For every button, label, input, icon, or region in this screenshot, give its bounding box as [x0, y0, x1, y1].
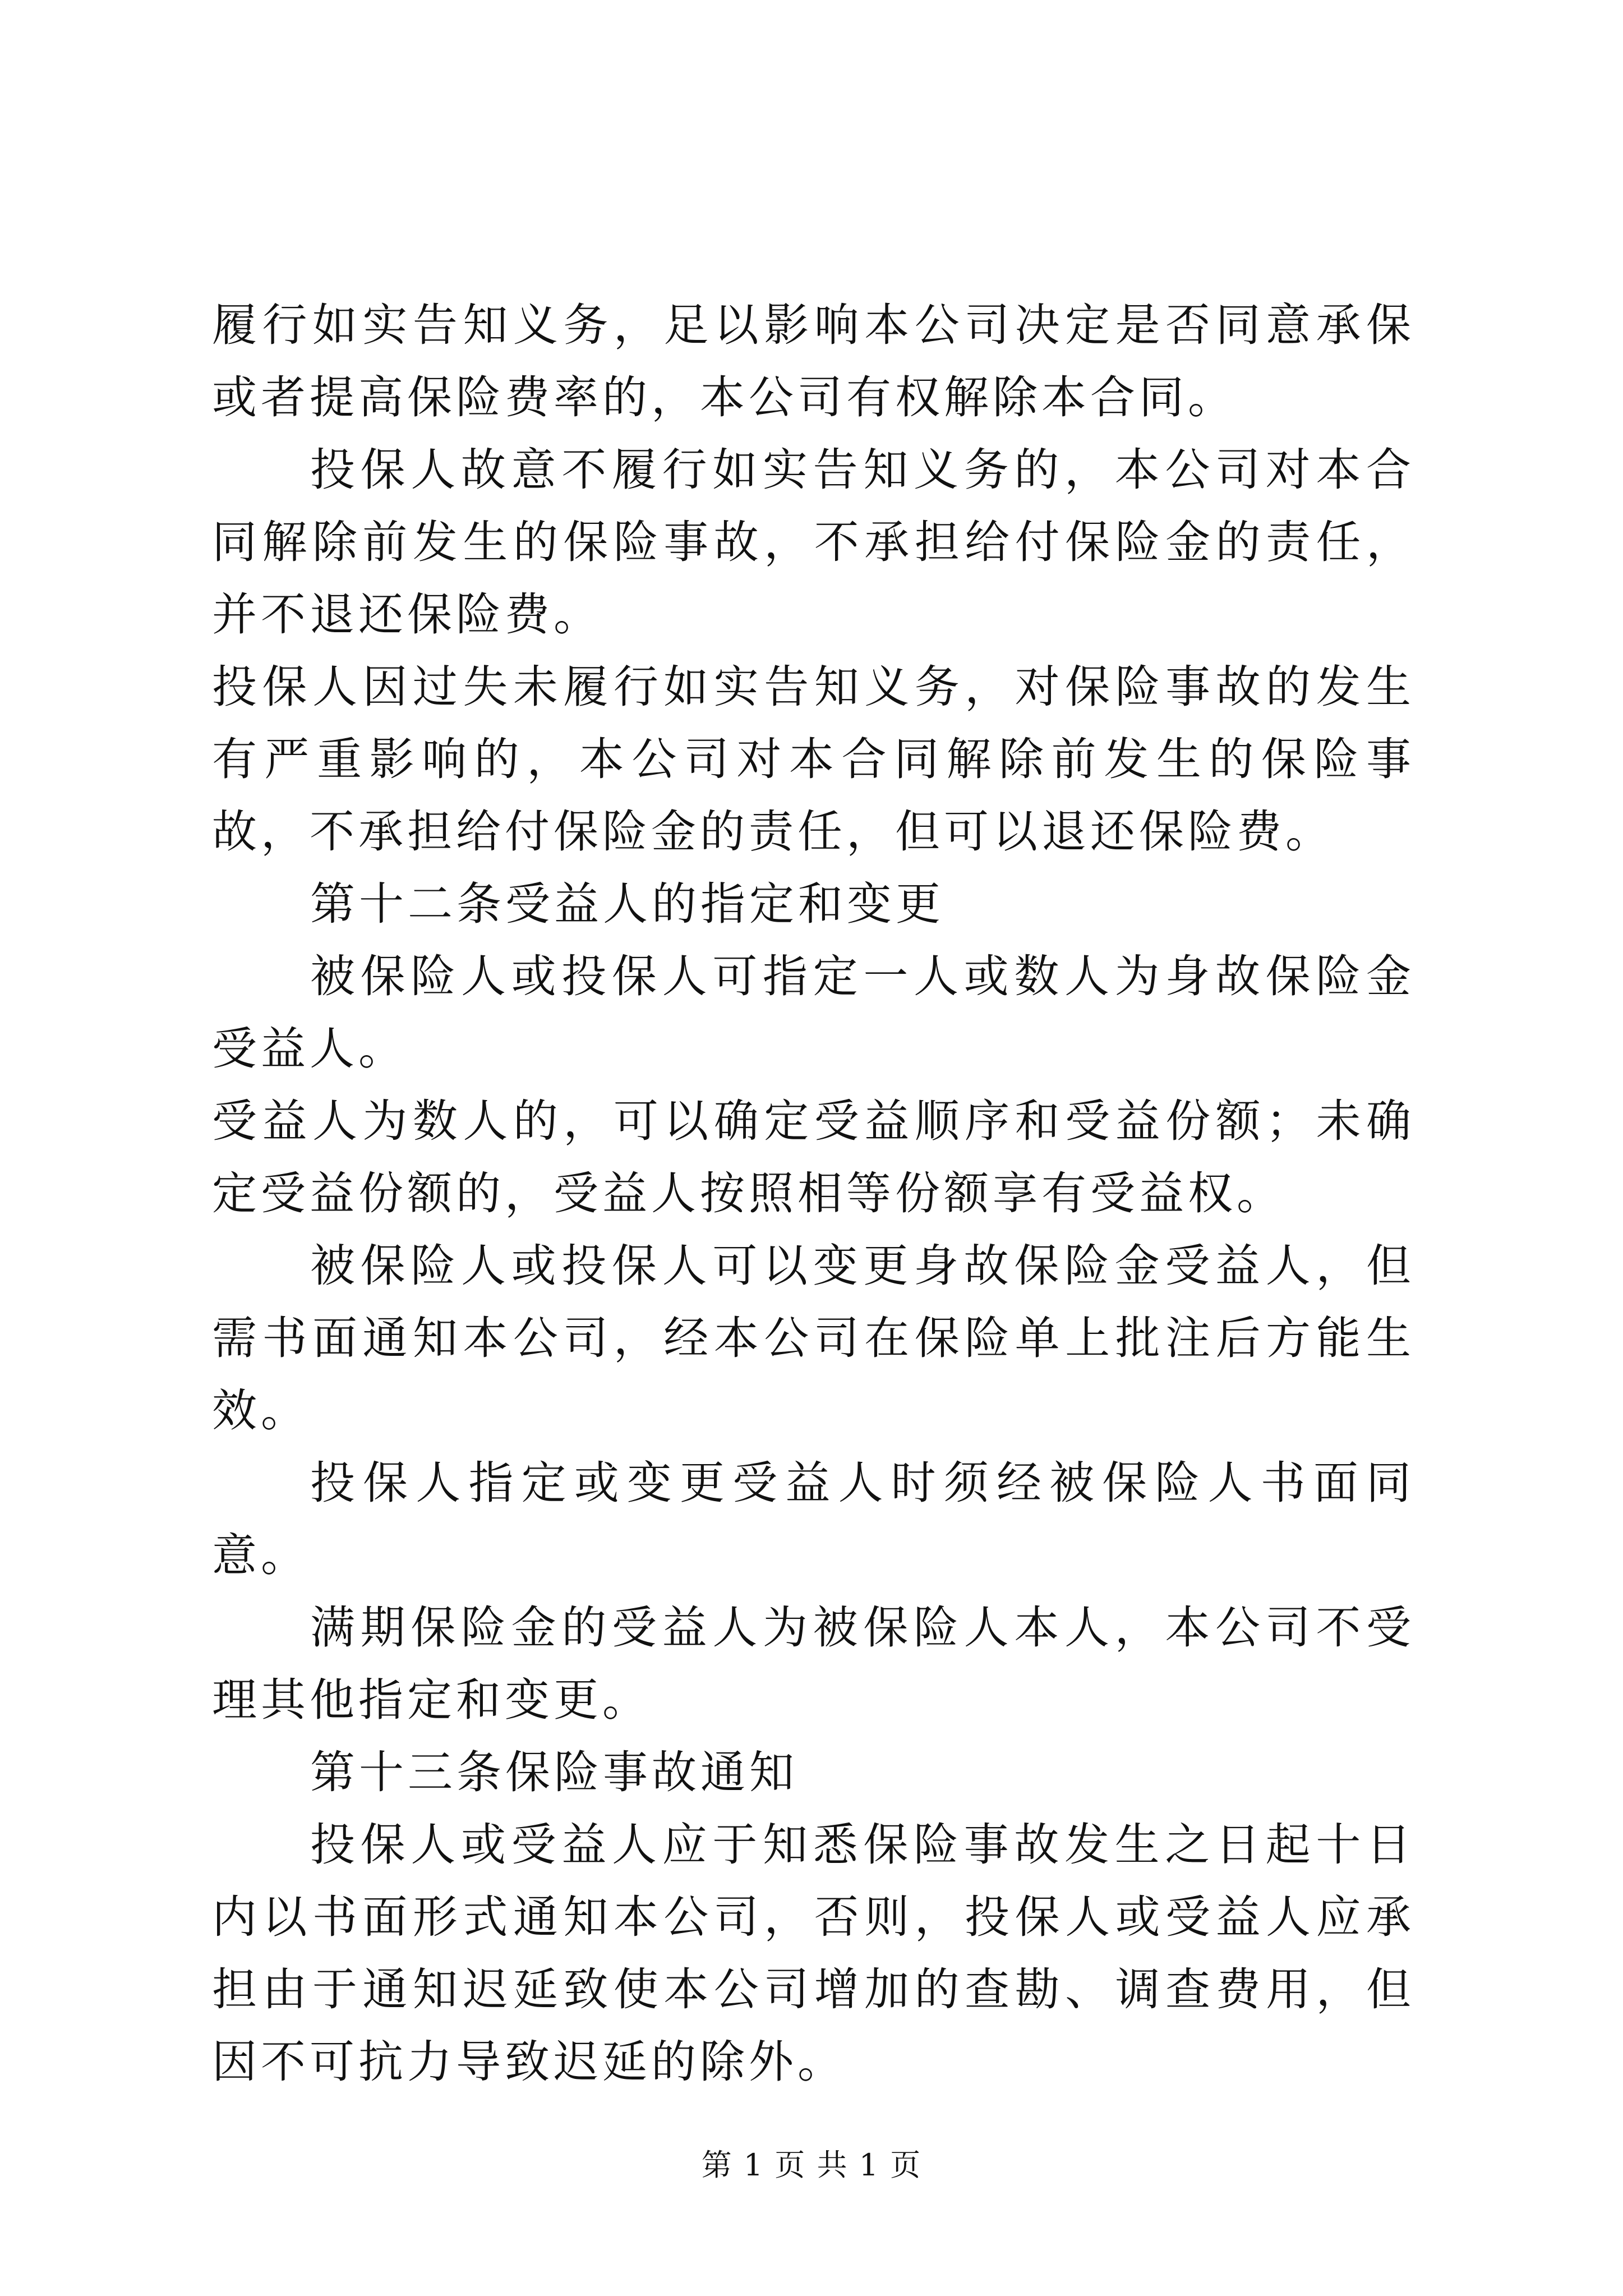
- paragraph: 满期保险金的受益人为被保险人本人，本公司不受理其他指定和变更。: [212, 1602, 1415, 1726]
- paragraph: 被保险人或投保人可指定一人或数人为身故保险金受益人。: [212, 950, 1415, 1075]
- section-heading: 第十三条保险事故通知: [310, 1746, 798, 1798]
- paragraph: 被保险人或投保人可以变更身故保险金受益人，但需书面通知本公司，经本公司在保险单上批注后方能生效。: [212, 1240, 1415, 1437]
- page-footer: 第 1 页 共 1 页: [701, 2147, 922, 2183]
- paragraph: 履行如实告知义务，足以影响本公司决定是否同意承保或者提高保险费率的，本公司有权解除本合同。: [212, 299, 1415, 424]
- section-heading: 第十二条受益人的指定和变更: [310, 878, 944, 930]
- paragraph: 投保人因过失未履行如实告知义务，对保险事故的发生有严重影响的，本公司对本合同解除前发生的保险事故，不承担给付保险金的责任，但可以退还保险费。: [212, 661, 1415, 858]
- paragraph: 投保人指定或变更受益人时须经被保险人书面同意。: [212, 1457, 1415, 1581]
- paragraph: 投保人或受益人应于知悉保险事故发生之日起十日内以书面形式通知本公司，否则，投保人或受益人应承担由于通知迟延致使本公司增加的查勘、调查费用，但因不可抗力导致迟延的除外。: [212, 1819, 1415, 2088]
- paragraph: 投保人故意不履行如实告知义务的，本公司对本合同解除前发生的保险事故，不承担给付保险金的责任，并不退还保险费。: [212, 444, 1415, 641]
- document-body: [212, 289, 1415, 2098]
- paragraph: 受益人为数人的，可以确定受益顺序和受益份额；未确定受益份额的，受益人按照相等份额享有受益权。: [212, 1095, 1415, 1220]
